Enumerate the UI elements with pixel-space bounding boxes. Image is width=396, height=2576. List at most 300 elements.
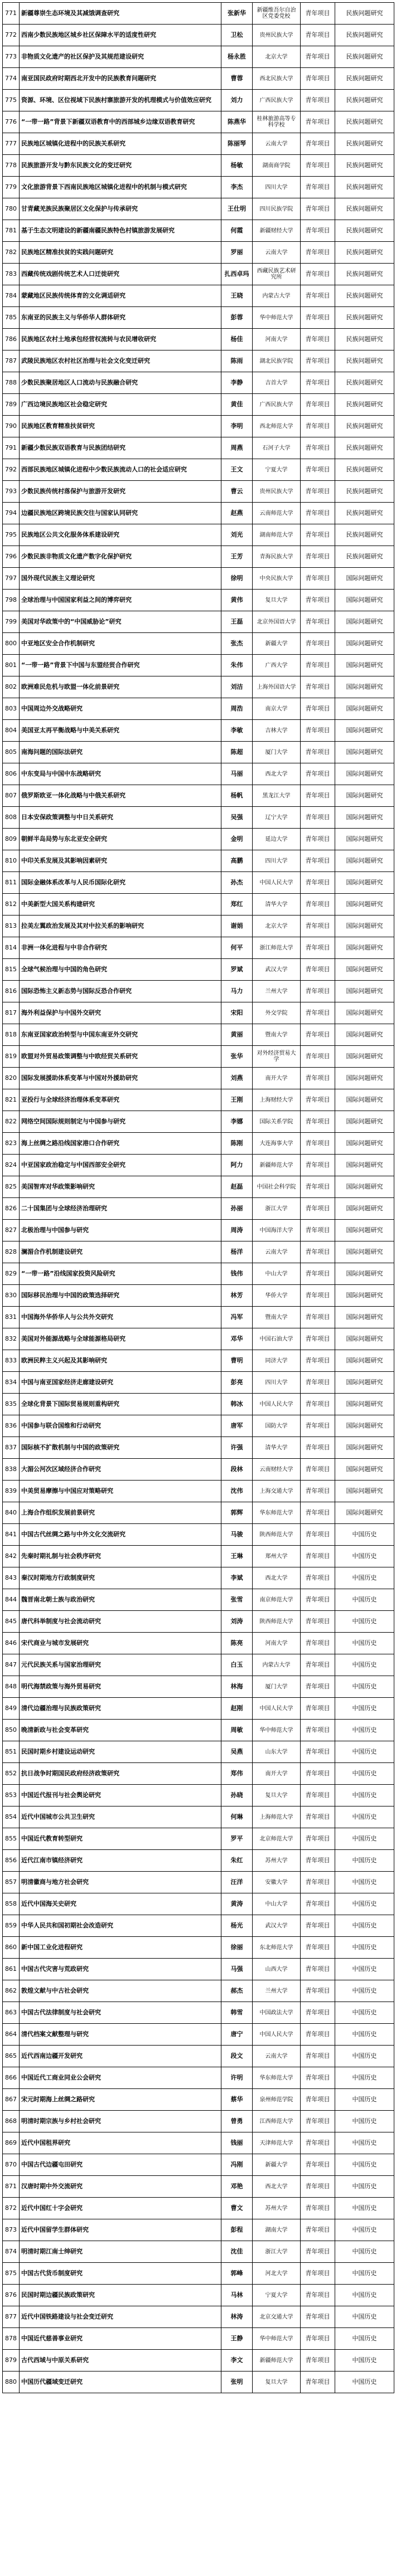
principal-investigator: 陈刚 [221, 1133, 253, 1155]
project-type: 青年项目 [301, 3, 335, 25]
project-type: 青年项目 [301, 1915, 335, 1937]
row-number: 842 [3, 1546, 20, 1567]
principal-investigator: 张杰 [221, 633, 253, 655]
table-row [3, 1785, 394, 1806]
principal-investigator: 许明 [221, 2067, 253, 2089]
principal-investigator: 孙晓 [221, 1785, 253, 1806]
discipline: 国际问题研究 [335, 829, 394, 850]
table-row [3, 916, 394, 937]
table-row [3, 155, 394, 177]
project-title: 资源、环境、区位视域下民族村寨旅游开发的机理模式与价值效应研究 [20, 90, 221, 111]
discipline: 国际问题研究 [335, 1437, 394, 1459]
principal-investigator: 张雪 [221, 1589, 253, 1611]
discipline: 民族问题研究 [335, 481, 394, 503]
discipline: 国际问题研究 [335, 1263, 394, 1285]
project-title: 敦煌文献与中古社会研究 [20, 1980, 221, 2002]
affiliation: 华东师范大学 [253, 2067, 301, 2089]
project-title: 中美贸易摩擦与中国应对策略研究 [20, 1481, 221, 1502]
row-number: 874 [3, 2241, 20, 2263]
table-row [3, 1524, 394, 1546]
discipline: 国际问题研究 [335, 937, 394, 959]
table-row [3, 2328, 394, 2350]
discipline: 中国历史 [335, 2089, 394, 2111]
row-number: 817 [3, 1002, 20, 1024]
principal-investigator: 张新华 [221, 3, 253, 25]
principal-investigator: 高鹏 [221, 850, 253, 872]
row-number: 818 [3, 1024, 20, 1046]
project-type: 青年项目 [301, 1394, 335, 1415]
affiliation: 西北大学 [253, 1567, 301, 1589]
principal-investigator: 黄涛 [221, 1893, 253, 1915]
principal-investigator: 卫松 [221, 25, 253, 46]
project-title: 美国智库对华政策影响研究 [20, 1176, 221, 1198]
row-number: 877 [3, 2306, 20, 2328]
principal-investigator: 徐明 [221, 568, 253, 590]
discipline: 中国历史 [335, 1850, 394, 1872]
table-row [3, 1024, 394, 1046]
row-number: 789 [3, 394, 20, 416]
project-type: 青年项目 [301, 829, 335, 850]
project-type: 青年项目 [301, 763, 335, 785]
affiliation: 苏州大学 [253, 2198, 301, 2219]
discipline: 国际问题研究 [335, 916, 394, 937]
discipline: 中国历史 [335, 1611, 394, 1633]
discipline: 国际问题研究 [335, 1002, 394, 1024]
row-number: 878 [3, 2328, 20, 2350]
affiliation: 新疆财经大学 [253, 220, 301, 242]
project-type: 青年项目 [301, 1481, 335, 1502]
project-type: 青年项目 [301, 220, 335, 242]
project-title: 国际恐怖主义新态势与国际反恐合作研究 [20, 981, 221, 1002]
affiliation: 中央民族大学 [253, 568, 301, 590]
row-number: 792 [3, 459, 20, 481]
project-title: 少数民族非物质文化遗产数字化保护研究 [20, 546, 221, 568]
discipline: 国际问题研究 [335, 894, 394, 916]
affiliation: 云南大学 [253, 1241, 301, 1263]
principal-investigator: 罗丽 [221, 242, 253, 264]
discipline: 民族问题研究 [335, 437, 394, 459]
project-title: 海外利益保护与中国外交研究 [20, 1002, 221, 1024]
project-title: 宋元时期海上丝绸之路研究 [20, 2089, 221, 2111]
principal-investigator: 郭辉 [221, 1502, 253, 1524]
affiliation: 延边大学 [253, 829, 301, 850]
row-number: 796 [3, 546, 20, 568]
project-title: 武陵民族地区农村社区治理与社会文化变迁研究 [20, 350, 221, 372]
project-type: 青年项目 [301, 1654, 335, 1676]
discipline: 民族问题研究 [335, 372, 394, 394]
project-title: 二十国集团与全球经济治理研究 [20, 1198, 221, 1220]
discipline: 国际问题研究 [335, 590, 394, 611]
discipline: 中国历史 [335, 1872, 394, 1893]
principal-investigator: 谢娟 [221, 916, 253, 937]
table-row [3, 1502, 394, 1524]
row-number: 844 [3, 1589, 20, 1611]
project-title: 新疆尊崇生态环境及其减饿调查研究 [20, 3, 221, 25]
discipline: 中国历史 [335, 1980, 394, 2002]
principal-investigator: 张华 [221, 1046, 253, 1068]
table-row [3, 1893, 394, 1915]
principal-investigator: 杨敏 [221, 155, 253, 177]
principal-investigator: 王磊 [221, 611, 253, 633]
row-number: 822 [3, 1111, 20, 1133]
table-row [3, 25, 394, 46]
discipline: 国际问题研究 [335, 763, 394, 785]
row-number: 793 [3, 481, 20, 503]
table-row [3, 807, 394, 829]
principal-investigator: 刘洁 [221, 676, 253, 698]
table-row [3, 611, 394, 633]
project-type: 青年项目 [301, 785, 335, 807]
affiliation: 西藏民族艺术研究所 [253, 264, 301, 285]
row-number: 820 [3, 1068, 20, 1089]
affiliation: 武汉大学 [253, 959, 301, 981]
discipline: 民族问题研究 [335, 25, 394, 46]
project-type: 青年项目 [301, 242, 335, 264]
project-type: 青年项目 [301, 546, 335, 568]
discipline: 中国历史 [335, 1589, 394, 1611]
affiliation: 河北大学 [253, 2263, 301, 2285]
affiliation: 石河子大学 [253, 437, 301, 459]
project-title: 中国海外华侨华人与公共外交研究 [20, 1307, 221, 1328]
table-row [3, 1089, 394, 1111]
project-type: 青年项目 [301, 742, 335, 763]
affiliation: 中国人民大学 [253, 1394, 301, 1415]
project-type: 青年项目 [301, 25, 335, 46]
affiliation: 国际关系学院 [253, 1111, 301, 1133]
project-title: 明清时期江南士绅研究 [20, 2241, 221, 2263]
row-number: 828 [3, 1241, 20, 1263]
discipline: 民族问题研究 [335, 459, 394, 481]
affiliation: 广西大学 [253, 655, 301, 676]
table-row [3, 459, 394, 481]
project-title: 国际移民治理与中国的政策选择研究 [20, 1285, 221, 1307]
row-number: 795 [3, 524, 20, 546]
project-type: 青年项目 [301, 155, 335, 177]
affiliation: 内蒙古大学 [253, 285, 301, 307]
discipline: 中国历史 [335, 2263, 394, 2285]
affiliation: 上海交通大学 [253, 1481, 301, 1502]
row-number: 853 [3, 1785, 20, 1806]
project-title: 国际金融体系改革与人民币国际化研究 [20, 872, 221, 894]
project-type: 青年项目 [301, 1155, 335, 1176]
row-number: 879 [3, 2350, 20, 2372]
table-row [3, 3, 394, 25]
project-type: 青年项目 [301, 437, 335, 459]
table-row [3, 2176, 394, 2198]
discipline: 民族问题研究 [335, 155, 394, 177]
row-number: 790 [3, 416, 20, 437]
affiliation: 西北大学 [253, 2176, 301, 2198]
row-number: 801 [3, 655, 20, 676]
discipline: 国际问题研究 [335, 1415, 394, 1437]
project-title: 民国时期边疆民族政策研究 [20, 2285, 221, 2306]
project-type: 青年项目 [301, 133, 335, 155]
project-title: 中亚地区安全合作机制研究 [20, 633, 221, 655]
affiliation: 四川大学 [253, 177, 301, 198]
project-type: 青年项目 [301, 1741, 335, 1763]
affiliation: 中国人民大学 [253, 1698, 301, 1720]
table-row [3, 2154, 394, 2176]
row-number: 866 [3, 2067, 20, 2089]
row-number: 798 [3, 590, 20, 611]
row-number: 832 [3, 1328, 20, 1350]
principal-investigator: 李娜 [221, 1111, 253, 1133]
project-title: 宋代商业与城市发展研究 [20, 1633, 221, 1654]
principal-investigator: 张明 [221, 2372, 253, 2393]
affiliation: 清华大学 [253, 894, 301, 916]
project-table [2, 2, 394, 2393]
row-number: 848 [3, 1676, 20, 1698]
affiliation: 宁夏大学 [253, 2285, 301, 2306]
row-number: 791 [3, 437, 20, 459]
table-row [3, 1633, 394, 1654]
affiliation: 新疆师范大学 [253, 1155, 301, 1176]
project-type: 青年项目 [301, 698, 335, 720]
project-title: 民族旅游开发与黔东民族文化的变迁研究 [20, 155, 221, 177]
project-type: 青年项目 [301, 1198, 335, 1220]
project-title: 近代中国海关史研究 [20, 1893, 221, 1915]
project-title: 朝鲜半岛局势与东北亚安全研究 [20, 829, 221, 850]
principal-investigator: 何琳 [221, 1806, 253, 1828]
row-number: 811 [3, 872, 20, 894]
table-row [3, 1720, 394, 1741]
row-number: 830 [3, 1285, 20, 1307]
row-number: 786 [3, 329, 20, 350]
affiliation: 广西民族大学 [253, 394, 301, 416]
project-type: 青年项目 [301, 1002, 335, 1024]
table-row [3, 1307, 394, 1328]
discipline: 民族问题研究 [335, 394, 394, 416]
project-type: 青年项目 [301, 459, 335, 481]
table-row [3, 1611, 394, 1633]
project-type: 青年项目 [301, 264, 335, 285]
row-number: 778 [3, 155, 20, 177]
affiliation: 湖南商学院 [253, 155, 301, 177]
project-title: 近代中国城市公共卫生研究 [20, 1806, 221, 1828]
row-number: 840 [3, 1502, 20, 1524]
affiliation: 同济大学 [253, 1350, 301, 1372]
table-row [3, 111, 394, 133]
principal-investigator: 曹蓉 [221, 68, 253, 90]
discipline: 中国历史 [335, 1937, 394, 1959]
affiliation: 厦门大学 [253, 742, 301, 763]
principal-investigator: 沈伟 [221, 1481, 253, 1502]
principal-investigator: 邓华 [221, 1328, 253, 1350]
table-row [3, 1133, 394, 1155]
discipline: 国际问题研究 [335, 1285, 394, 1307]
table-row [3, 133, 394, 155]
project-title: 民族地区精准扶贫的实践问题研究 [20, 242, 221, 264]
discipline: 国际问题研究 [335, 872, 394, 894]
row-number: 823 [3, 1133, 20, 1155]
discipline: 国际问题研究 [335, 1328, 394, 1350]
row-number: 776 [3, 111, 20, 133]
project-title: 东南亚的民族主义与华侨华人群体研究 [20, 307, 221, 329]
table-row [3, 1676, 394, 1698]
project-type: 青年项目 [301, 1350, 335, 1372]
affiliation: 复旦大学 [253, 590, 301, 611]
row-number: 815 [3, 959, 20, 981]
table-row [3, 2241, 394, 2263]
row-number: 862 [3, 1980, 20, 2002]
project-type: 青年项目 [301, 2132, 335, 2154]
table-row [3, 481, 394, 503]
affiliation: 浙江师范大学 [253, 937, 301, 959]
discipline: 国际问题研究 [335, 1350, 394, 1372]
project-type: 青年项目 [301, 1785, 335, 1806]
project-title: 国际核不扩散机制与中国的政策研究 [20, 1437, 221, 1459]
table-row [3, 1068, 394, 1089]
row-number: 804 [3, 720, 20, 742]
table-row [3, 829, 394, 850]
project-type: 青年项目 [301, 2067, 335, 2089]
project-title: 欧盟对外贸易政策调整与中欧经贸关系研究 [20, 1046, 221, 1068]
table-row [3, 1241, 394, 1263]
affiliation: 复旦大学 [253, 1785, 301, 1806]
principal-investigator: 林海 [221, 1676, 253, 1698]
affiliation: 黑龙江大学 [253, 785, 301, 807]
affiliation: 华中师范大学 [253, 2328, 301, 2350]
affiliation: 吉林大学 [253, 720, 301, 742]
project-title: 民族地区城镇化进程中的民族关系研究 [20, 133, 221, 155]
project-title: 元代民族关系与国家治理研究 [20, 1654, 221, 1676]
principal-investigator: 周燕 [221, 437, 253, 459]
row-number: 846 [3, 1633, 20, 1654]
project-title: 基于生态文明建设的新疆南疆民族特色村镇旅游发展研究 [20, 220, 221, 242]
principal-investigator: 唐宁 [221, 2024, 253, 2046]
project-table-body [3, 3, 394, 2393]
project-type: 青年项目 [301, 2176, 335, 2198]
table-row [3, 90, 394, 111]
principal-investigator: 何平 [221, 937, 253, 959]
project-title: 中华人民共和国初期社会改造研究 [20, 1915, 221, 1937]
project-type: 青年项目 [301, 1720, 335, 1741]
principal-investigator: 陈雨 [221, 350, 253, 372]
project-type: 青年项目 [301, 46, 335, 68]
row-number: 867 [3, 2089, 20, 2111]
project-type: 青年项目 [301, 655, 335, 676]
project-title: 民国时期乡村建设运动研究 [20, 1741, 221, 1763]
principal-investigator: 金明 [221, 829, 253, 850]
table-row [3, 1111, 394, 1133]
row-number: 847 [3, 1654, 20, 1676]
affiliation: 中国社会科学院 [253, 1176, 301, 1198]
affiliation: 厦门大学 [253, 1676, 301, 1698]
row-number: 771 [3, 3, 20, 25]
project-title: 中亚国家政治稳定与中国西部安全研究 [20, 1155, 221, 1176]
principal-investigator: 阿力 [221, 1155, 253, 1176]
project-title: 欧洲民粹主义兴起及其影响研究 [20, 1350, 221, 1372]
affiliation: 云南师范大学 [253, 503, 301, 524]
table-row [3, 1850, 394, 1872]
row-number: 850 [3, 1720, 20, 1741]
project-title: 近代中国红十字会研究 [20, 2198, 221, 2219]
project-title: 新中国工业化进程研究 [20, 1937, 221, 1959]
discipline: 民族问题研究 [335, 133, 394, 155]
table-row [3, 2046, 394, 2067]
discipline: 国际问题研究 [335, 633, 394, 655]
project-title: 网络空间国际规则制定与中国参与研究 [20, 1111, 221, 1133]
project-title: 西部民族地区城镇化进程中少数民族流动人口的社会适应研究 [20, 459, 221, 481]
row-number: 839 [3, 1481, 20, 1502]
discipline: 中国历史 [335, 2285, 394, 2306]
project-type: 青年项目 [301, 1980, 335, 2002]
principal-investigator: 邓艳 [221, 2176, 253, 2198]
project-type: 青年项目 [301, 198, 335, 220]
table-row [3, 68, 394, 90]
affiliation: 清华大学 [253, 1437, 301, 1459]
discipline: 中国历史 [335, 1806, 394, 1828]
table-row [3, 850, 394, 872]
principal-investigator: 徐丽 [221, 1937, 253, 1959]
table-row [3, 242, 394, 264]
affiliation: 南开大学 [253, 1068, 301, 1089]
discipline: 中国历史 [335, 2306, 394, 2328]
principal-investigator: 李杰 [221, 177, 253, 198]
project-type: 青年项目 [301, 285, 335, 307]
project-type: 青年项目 [301, 2219, 335, 2241]
row-number: 785 [3, 307, 20, 329]
principal-investigator: 钱伟 [221, 1263, 253, 1285]
table-row [3, 1872, 394, 1893]
project-type: 青年项目 [301, 1502, 335, 1524]
project-title: 中国参与联合国维和行动研究 [20, 1415, 221, 1437]
affiliation: 苏州大学 [253, 1850, 301, 1872]
principal-investigator: 罗平 [221, 1828, 253, 1850]
discipline: 民族问题研究 [335, 242, 394, 264]
row-number: 775 [3, 90, 20, 111]
row-number: 800 [3, 633, 20, 655]
table-row [3, 1046, 394, 1068]
row-number: 788 [3, 372, 20, 394]
discipline: 国际问题研究 [335, 1502, 394, 1524]
principal-investigator: 曾勇 [221, 2111, 253, 2132]
table-row [3, 2219, 394, 2241]
table-row [3, 1372, 394, 1394]
project-type: 青年项目 [301, 2372, 335, 2393]
discipline: 民族问题研究 [335, 285, 394, 307]
project-title: 民族地区教育精准扶贫研究 [20, 416, 221, 437]
project-title: 明清时期宗族与乡村社会研究 [20, 2111, 221, 2132]
project-title: 少数民族传统村落保护与旅游开发研究 [20, 481, 221, 503]
project-type: 青年项目 [301, 1241, 335, 1263]
table-row [3, 2111, 394, 2132]
principal-investigator: 林芳 [221, 1285, 253, 1307]
discipline: 中国历史 [335, 1698, 394, 1720]
table-row [3, 785, 394, 807]
project-type: 青年项目 [301, 2198, 335, 2219]
principal-investigator: 马林 [221, 2285, 253, 2306]
affiliation: 云南大学 [253, 2046, 301, 2067]
row-number: 873 [3, 2219, 20, 2241]
principal-investigator: 马骏 [221, 1524, 253, 1546]
row-number: 869 [3, 2132, 20, 2154]
row-number: 821 [3, 1089, 20, 1111]
table-row [3, 264, 394, 285]
project-title: 中国古代丝绸之路与中外文化交流研究 [20, 1524, 221, 1546]
project-type: 青年项目 [301, 1285, 335, 1307]
table-row [3, 2089, 394, 2111]
project-title: 全球治理与中国国家利益之间的博弈研究 [20, 590, 221, 611]
project-title: 民族地区农村土地承包经营权流转与农民增收研究 [20, 329, 221, 350]
table-row [3, 416, 394, 437]
project-title: 中印关系发展及其影响因素研究 [20, 850, 221, 872]
project-title: 古代西域与中原关系研究 [20, 2350, 221, 2372]
project-title: 边疆民族地区跨境民族交往与国家认同研究 [20, 503, 221, 524]
project-type: 青年项目 [301, 872, 335, 894]
project-type: 青年项目 [301, 111, 335, 133]
affiliation: 四川大学 [253, 1372, 301, 1394]
